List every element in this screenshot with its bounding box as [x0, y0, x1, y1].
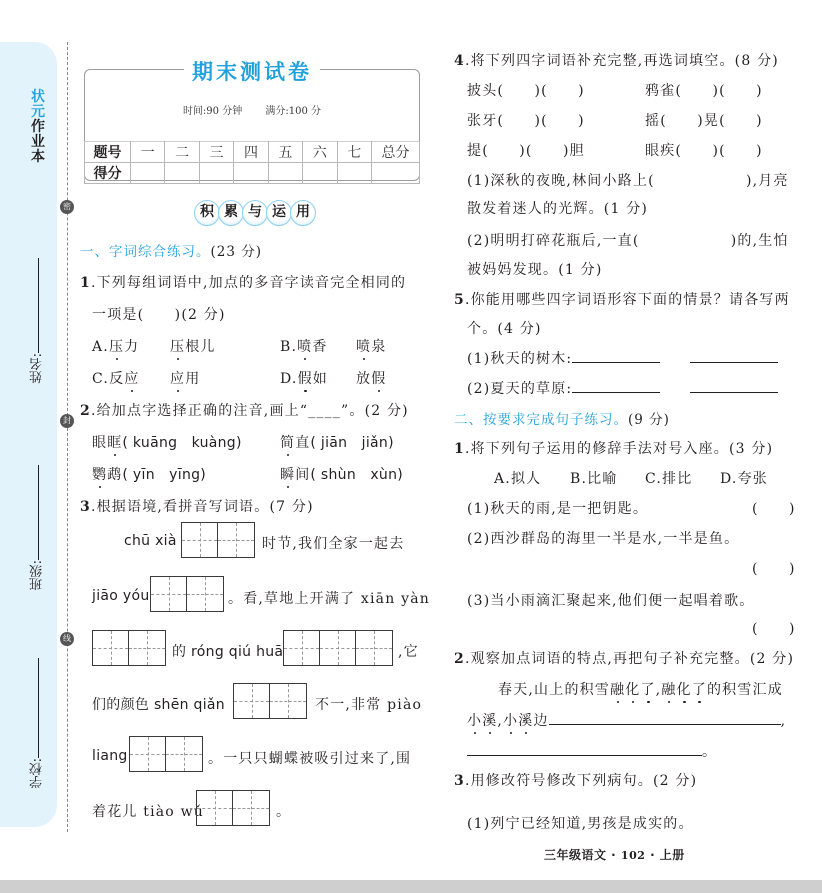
idiom-blank[interactable]: 摇( )晃( ) [645, 113, 763, 129]
q4-sentence-1[interactable]: (1)深秋的夜晚,林间小路上( ),月亮 [467, 173, 789, 189]
section-2-points: (9 分) [628, 412, 670, 428]
score-cell[interactable] [268, 163, 302, 184]
option-word: 香 [312, 339, 328, 355]
q4-stem [454, 50, 779, 70]
dotted-char: 应 [124, 371, 140, 387]
q6-answer-1[interactable]: ( ) [752, 501, 796, 517]
q6-sentence-3: (3)当小雨滴汇聚起来,他们便一起唱着歌。 [467, 593, 755, 609]
word-char: 鹉 [107, 467, 123, 483]
option-prefix: B. [280, 339, 298, 355]
option-word: 如 [312, 371, 328, 387]
q5-item-1-label: (1)秋天的树木: [467, 351, 573, 367]
dotted-char: 压 [170, 339, 186, 355]
badge-char: 运 [266, 200, 292, 226]
answer-blank[interactable] [572, 379, 660, 393]
pinyin-rong-qiu-hua: 的 róng qiú huā [172, 644, 284, 660]
word-char: 间 [295, 467, 311, 483]
score-cell[interactable] [337, 163, 371, 184]
score-cell[interactable] [234, 163, 268, 184]
class-field[interactable] [28, 465, 48, 590]
q5-item-1 [467, 348, 778, 368]
q3-text-6a [92, 801, 204, 821]
text: , [780, 713, 787, 729]
q2-number: 2 [80, 403, 91, 419]
dotted-word: 小溪 [503, 713, 534, 729]
seal-feng-icon: 封 [60, 414, 74, 428]
pinyin-choices: ( kuāng kuàng) [122, 435, 242, 451]
rhetoric-option-b: B.比喻 [570, 471, 618, 487]
dotted-char: 假 [297, 371, 313, 387]
pinyin-tiao-wu: 着花儿 tiào wǔ [92, 804, 204, 820]
score-cell[interactable] [372, 163, 420, 184]
badge-char: 累 [218, 200, 244, 226]
answer-blank[interactable] [690, 379, 778, 393]
pinyin-shen-qian: 们的颜色 shēn qiǎn [92, 697, 225, 713]
q3-number: 3 [80, 499, 91, 515]
score-cell[interactable] [165, 163, 199, 184]
q1-option-a[interactable] [92, 336, 139, 356]
section-1-heading [80, 240, 262, 260]
option-prefix: D. [280, 371, 298, 387]
dotted-char: 简 [280, 435, 296, 451]
q5-number: 5 [454, 292, 465, 308]
text: 边 [533, 713, 549, 729]
q1-text: .下列每组词语中,加点的多音字读音完全相同的 [90, 275, 407, 291]
dotted-char: 喷 [356, 339, 372, 355]
idiom-blank[interactable]: 张牙( )( ) [467, 113, 585, 129]
section-2-heading [454, 408, 670, 428]
dotted-word: 融化了 [610, 682, 656, 698]
word-char: 直 [295, 435, 311, 451]
text: , [655, 682, 662, 698]
q6-number: 1 [454, 441, 465, 457]
section-2-title: 二、按要求完成句子练习。 [454, 412, 628, 428]
school-label: 学校: [30, 758, 45, 789]
option-word: 反 [109, 371, 125, 387]
q1-option-b-word2 [356, 336, 386, 356]
text: 春天,山上的积雪 [498, 682, 611, 698]
q3-stem [80, 496, 314, 516]
rhetoric-option-c: C.排比 [645, 471, 693, 487]
score-table-header-row [85, 142, 420, 163]
pinyin-chu-xia: chū xià [124, 533, 177, 549]
exam-title: 期末测试卷 [184, 59, 320, 84]
q1-option-d[interactable] [280, 368, 328, 388]
option-word: 力 [124, 339, 140, 355]
idiom-blank[interactable]: 披头( )( ) [467, 83, 585, 99]
rhetoric-option-a: A.拟人 [494, 471, 542, 487]
word-char: 眼 [92, 435, 108, 451]
q3-text-4a [92, 694, 225, 714]
text: 的积雪汇成 [706, 682, 783, 698]
dotted-char: 眶 [107, 435, 123, 451]
seal-xian-icon: 线 [60, 632, 74, 646]
q6-answer-3[interactable]: ( ) [752, 621, 796, 637]
name-label: 姓名: [30, 353, 45, 384]
cut-line [67, 42, 68, 832]
page-number: 102 [620, 849, 646, 862]
q5-stem-cont: 个。(4 分) [467, 321, 542, 337]
writing-grid[interactable] [181, 522, 255, 558]
q7-text: .观察加点词语的特点,再把句子补充完整。(2 分) [464, 651, 795, 667]
q3-text-1: 时节,我们全家一起去 [262, 536, 405, 552]
q7-line-3 [467, 741, 717, 761]
answer-blank[interactable] [467, 742, 702, 756]
option-word: 放 [356, 371, 372, 387]
badge-char: 与 [242, 200, 268, 226]
q4-sentence-2[interactable]: (2)明明打碎花瓶后,一直( )的,生怕 [467, 233, 789, 249]
q6-text: .将下列句子运用的修辞手法对号入座。(3 分) [464, 441, 774, 457]
q7-number: 2 [454, 651, 465, 667]
q3-text-3: ,它 [398, 644, 419, 660]
q5-stem [454, 289, 790, 309]
brand-rest: 作业本 [31, 119, 45, 165]
q6-sentence-2: (2)西沙群岛的海里一半是水,一半是鱼。 [467, 531, 740, 547]
score-cell[interactable] [131, 163, 165, 184]
brand-logo [31, 90, 47, 165]
pinyin-choices: ( shùn xùn) [310, 467, 404, 483]
col-2: 二 [165, 142, 199, 163]
dotted-char: 假 [371, 371, 387, 387]
col-7: 七 [337, 142, 371, 163]
idiom-blank[interactable]: 鸦雀( )( ) [645, 83, 763, 99]
idiom-blank[interactable]: 提( )( )胆 [467, 143, 585, 159]
dotted-char: 应 [170, 371, 186, 387]
dotted-char: 压 [108, 339, 125, 355]
q8-sentence-1[interactable]: (1)列宁已经知道,男孩是成实的。 [467, 816, 694, 832]
answer-blank[interactable] [690, 349, 778, 363]
answer-blank[interactable] [572, 349, 660, 363]
q4-sentence-2-cont: 被妈妈发现。(1 分) [467, 262, 603, 278]
answer-blank[interactable] [549, 711, 781, 725]
brand-accent: 状元 [31, 89, 45, 120]
pinyin-jiao-you: jiāo yóu [92, 588, 150, 604]
exam-header [84, 59, 420, 182]
score-cell[interactable] [303, 163, 337, 184]
q2-text: .给加点字选择正确的注音,画上“____”。(2 分) [90, 403, 409, 419]
writing-grid[interactable] [283, 630, 393, 666]
dotted-word: 小溪 [467, 713, 498, 729]
class-line [38, 465, 39, 560]
score-table [84, 141, 420, 184]
dotted-char: 喷 [297, 339, 313, 355]
q5-item-2-label: (2)夏天的草原: [467, 381, 573, 397]
q8-text: .用修改符号修改下列病句。(2 分) [464, 773, 698, 789]
name-field[interactable] [28, 258, 48, 383]
option-prefix: C. [92, 371, 110, 387]
q8-stem [454, 770, 697, 790]
dotted-char: 鹦 [92, 467, 108, 483]
q1-option-c-word2 [170, 368, 200, 388]
rhetoric-option-d: D.夸张 [720, 471, 768, 487]
col-1: 一 [131, 142, 165, 163]
exam-full-score: 满分:100 分 [265, 106, 322, 117]
q7-line-1 [498, 679, 783, 699]
q7-stem [454, 648, 794, 668]
text: , [497, 713, 504, 729]
col-6: 六 [303, 142, 337, 163]
dotted-char: 瞬 [280, 467, 296, 483]
section-badge [194, 200, 314, 226]
q2-item-3[interactable] [92, 464, 206, 484]
q8-number: 3 [454, 773, 465, 789]
q2-stem [80, 400, 409, 420]
q2-item-4[interactable] [280, 464, 403, 484]
footer-grade: 三年级语文 · [544, 848, 621, 862]
bottom-bar [0, 880, 822, 893]
option-prefix: A. [92, 339, 109, 355]
section-1-points: (23 分) [210, 244, 263, 260]
q5-item-2 [467, 378, 778, 398]
badge-char: 用 [290, 200, 316, 226]
dotted-word: 融化了 [661, 682, 707, 698]
row-head-score: 得分 [85, 163, 131, 184]
q1-number: 1 [80, 275, 91, 291]
seal-mi-icon: 密 [60, 200, 74, 214]
exam-meta [85, 102, 419, 117]
q6-sentence-1: (1)秋天的雨,是一把钥匙。 [467, 501, 649, 517]
q4-number: 4 [454, 53, 465, 69]
q4-sentence-1-cont: 散发着迷人的光辉。(1 分) [467, 201, 649, 217]
option-word: 泉 [371, 339, 387, 355]
col-3: 三 [199, 142, 233, 163]
q5-text: .你能用哪些四字词语形容下面的情景？请各写两 [464, 292, 790, 308]
exam-time: 时间:90 分钟 [182, 106, 243, 117]
col-4: 四 [234, 142, 268, 163]
q1-stem-cont: 一项是( )(2 分) [92, 307, 226, 323]
q7-line-2 [467, 710, 786, 730]
section-1-title: 一、字词综合练习。 [80, 244, 211, 260]
pinyin-choices: ( jiān jiǎn) [310, 435, 394, 451]
writing-grid[interactable] [150, 576, 224, 612]
q3-text: .根据语境,看拼音写词语。(7 分) [90, 499, 314, 515]
idiom-blank[interactable]: 眼疾( )( ) [645, 143, 763, 159]
col-total: 总分 [372, 142, 420, 163]
writing-grid[interactable] [196, 790, 270, 826]
q1-option-d-word2 [356, 368, 386, 388]
q6-answer-2[interactable]: ( ) [752, 561, 796, 577]
q2-item-1[interactable] [92, 432, 242, 452]
q6-stem [454, 438, 773, 458]
score-cell[interactable] [199, 163, 233, 184]
writing-grid[interactable] [233, 683, 307, 719]
pinyin-liang: liang [92, 748, 128, 764]
class-label: 班级: [30, 560, 45, 591]
q3-text-5: 。一只只蝴蝶被吸引过来了,围 [208, 751, 412, 767]
q1-stem [80, 272, 406, 292]
text: 。 [702, 744, 718, 760]
school-field[interactable] [28, 658, 48, 788]
writing-grid[interactable] [92, 630, 166, 666]
q4-text: .将下列四字词语补充完整,再选词填空。(8 分) [464, 53, 779, 69]
badge-char: 积 [194, 200, 220, 226]
pinyin-choices: ( yīn yīng) [122, 467, 207, 483]
col-5: 五 [268, 142, 302, 163]
q3-text-4b: 不一,非常 piào [315, 697, 423, 713]
q2-item-2[interactable] [280, 432, 394, 452]
option-word: 根儿 [185, 339, 216, 355]
q1-option-b[interactable] [280, 336, 328, 356]
name-line [38, 258, 39, 353]
q3-text-2: 。看,草地上开满了 xiān yàn [228, 591, 430, 607]
q3-text-6b: 。 [276, 804, 292, 820]
school-line [38, 658, 39, 758]
writing-grid[interactable] [129, 736, 203, 772]
page-footer [544, 846, 685, 863]
q1-option-a-word2 [170, 336, 216, 356]
score-table-score-row [85, 163, 420, 184]
row-head-question: 题号 [85, 142, 131, 163]
option-word: 用 [185, 371, 201, 387]
q1-option-c[interactable] [92, 368, 139, 388]
footer-volume: · 上册 [645, 848, 685, 862]
